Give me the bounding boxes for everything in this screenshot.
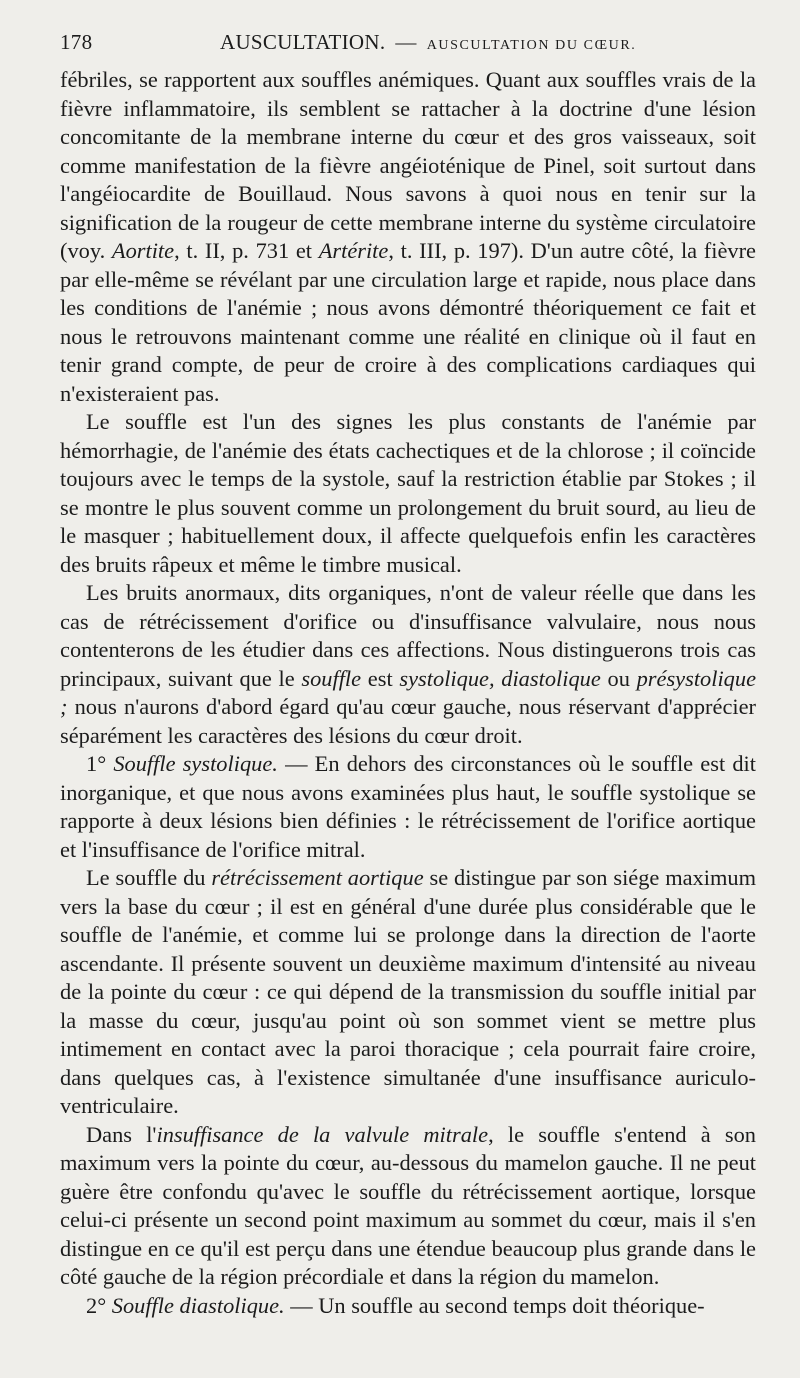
paragraph-2: Le souffle est l'un des signes les plus constants de l'anémie par hémorrhagie, de l'anémie des états cachectiques et de la chlorose ; il coïncide toujours avec le temps de la systole, sauf la restriction établie par Stokes ; il se montre le plus souvent comme un prolongement du bruit sourd, au lieu de le masquer ; habituellement doux, il affecte quelquefois enfin les caractères des bruits râpeux et même le timbre musical. — [60, 409, 756, 577]
text-run: nous n'aurons d'abord égard qu'au cœur gauche, nous réservant d'apprécier séparément les caractères des lésions du cœur droit. — [60, 694, 756, 748]
running-head-subtitle: AUSCULTATION DU CŒUR. — [426, 38, 637, 53]
text-run: 1° — [86, 751, 114, 776]
italic-term: rétrécissement aortique — [211, 865, 424, 890]
paragraph-1 — [60, 66, 756, 408]
body-text — [60, 66, 756, 1320]
text-run: Les bruits anormaux, dits organiques, n'ont de valeur réelle que dans les cas de rétrécissement d'orifice ou d'insuffisance valvulaire, nous nous contenterons de les étudier dans ces affections. Nous distinguerons trois cas principaux, suivant que le — [60, 580, 756, 691]
text-run: se distingue par son siége maximum vers la base du cœur ; il est en général d'une durée plus considérable que le souffle de l'anémie, et comme lui se prolonge dans la direction de l'aorte ascendante. Il présente souvent un deuxième maximum d'intensité au niveau de la pointe du cœur : ce qui dépend de la transmission du souffle initial par la masse du cœur, jusqu'au point où son sommet vient se mettre plus intimement en contact avec la paroi thoracique ; cela pourrait faire croire, dans quelques cas, à l'existence simultanée d'une insuffisance auriculo-ventriculaire. — [60, 865, 757, 1118]
text-run: est — [361, 665, 400, 691]
section-heading-italic: Souffle systolique. — [113, 751, 278, 776]
italic-reference: Artérite — [318, 238, 389, 263]
section-heading-italic: Souffle diastolique. — [111, 1292, 285, 1318]
paragraph-6 — [60, 1121, 756, 1292]
text-run: fébriles, se rapportent aux souffles anémiques. Quant aux souffles vrais de la fièvre inflammatoire, ils semblent se rattacher à la doctrine d'une lésion concomitante de la membrane interne du cœur et des gros vaisseaux, soit comme manifestation de la fièvre angéioténique de Pinel, soit surtout dans l'angéiocardite de Bouillaud. Nous savons à quoi nous en tenir sur la signification de la rougeur de cette membrane interne du système circulatoire (voy. — [60, 67, 756, 263]
paragraph-5 — [60, 864, 756, 1121]
italic-term: présystolique ; — [60, 665, 757, 719]
text-run: , le souffle s'entend à son maximum vers la pointe du cœur, au-dessous du mamelon gauche. Il ne peut guère être confondu qu'avec le souffle du rétrécissement aortique, lorsque celui-ci présente un second point maximum au sommet du cœur, mais il s'en distingue en ce qu'il est perçu dans une étendue beaucoup plus grande dans le côté gauche de la région précordiale et dans la région du mamelon. — [60, 1121, 756, 1289]
paragraph-4 — [60, 750, 756, 864]
text-run: , t. II, p. 731 et — [174, 238, 319, 263]
italic-term: insuffisance de la valvule mitrale — [156, 1121, 489, 1147]
text-run: 2° — [86, 1292, 112, 1318]
paragraph-3 — [60, 579, 756, 750]
text-run: — En dehors des circonstances où le souffle est dit inorganique, et que nous avons examinées plus haut, le souffle systolique se rapporte à deux lésions bien définies : le rétrécissement de l'orifice aortique et l'insuffisance de l'orifice mitral. — [60, 751, 756, 862]
italic-term: souffle — [301, 665, 362, 691]
text-run: Le souffle du — [86, 865, 212, 890]
paragraph-7 — [60, 1292, 756, 1321]
page-number: 178 — [60, 30, 93, 54]
text-run: , t. III, p. 197). D'un autre côté, la fièvre par elle-même se révélant par une circulation large et rapide, nous place dans les conditions de l'anémie ; nous avons démontré théoriquement ce fait et nous le retrouvons maintenant comme une réalité en clinique où il faut en tenir grand compte, de peur de croire à des complications cardiaques qui n'existeraient pas. — [60, 238, 756, 406]
text-run: — Un souffle au second temps doit théorique- — [284, 1292, 705, 1318]
italic-term: systolique, diastolique — [399, 665, 601, 691]
running-head-title: AUSCULTATION. — [220, 30, 386, 54]
running-head-dash: — — [395, 30, 417, 54]
running-head — [60, 30, 756, 62]
text-run: Dans l' — [86, 1121, 157, 1147]
text-run: ou — [600, 665, 637, 691]
italic-reference: Aortite — [111, 238, 175, 263]
